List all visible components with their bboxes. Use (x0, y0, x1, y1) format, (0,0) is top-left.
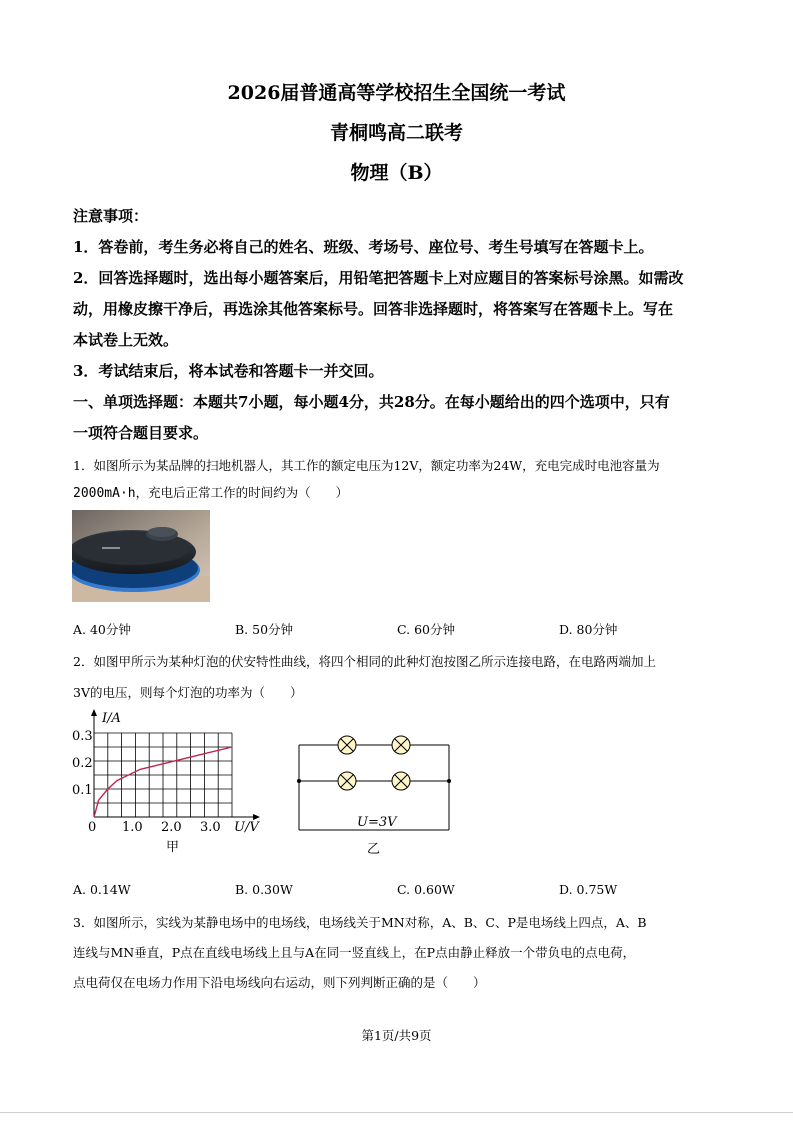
question-2-line-1: 2．如图甲所示为某种灯泡的伏安特性曲线，将四个相同的此种灯泡按图乙所示连接电路，在电路两端加上 (73, 654, 656, 669)
lamp-icon (338, 736, 356, 754)
y-axis-arrow (91, 709, 97, 716)
x-tick-2.0: 2.0 (161, 820, 182, 835)
lamp-icon (392, 736, 410, 754)
q1-option-b[interactable]: B. 50分钟 (235, 622, 294, 637)
x-axis-label: U/V (234, 820, 259, 835)
q2-option-c[interactable]: C. 0.60W (397, 882, 455, 897)
notice-item-1: 1．答卷前，考生务必将自己的姓名、班级、考场号、座位号、考生号填写在答题卡上。 (73, 238, 654, 256)
notice-item-2-line-2: 动，用橡皮擦干净后，再选涂其他答案标号。回答非选择题时，将答案写在答题卡上。写在 (73, 300, 674, 318)
y-tick-0.2: 0.2 (72, 756, 93, 771)
junction-left (297, 779, 301, 783)
iv-curve-graph (70, 705, 270, 860)
q1-option-c[interactable]: C. 60分钟 (397, 622, 455, 637)
exam-subtitle: 青桐鸣高二联考 (329, 122, 463, 144)
q2-option-b[interactable]: B. 0.30W (235, 882, 293, 897)
voltage-label: U=3V (357, 815, 397, 830)
exam-title: 2026届普通高等学校招生全国统一考试 (227, 82, 566, 104)
question-3-line-2: 连线与MN垂直，P点在直线电场线上且与A在同一竖直线上，在P点由静止释放一个带负电的点电荷， (73, 945, 636, 960)
q1-option-d[interactable]: D. 80分钟 (559, 622, 618, 637)
notice-item-2-line-1: 2．回答选择题时，选出每小题答案后，用铅笔把答题卡上对应题目的答案标号涂黑。如需改 (73, 269, 684, 287)
battery-capacity: 2000mA·h (73, 486, 136, 501)
circuit-caption: 乙 (367, 842, 381, 857)
page-number: 第1页/共9页 (361, 1028, 432, 1043)
question-1-rest: ，充电后正常工作的时间约为（ ） (135, 485, 349, 500)
notice-item-3: 3．考试结束后，将本试卷和答题卡一并交回。 (73, 362, 384, 380)
graph-caption: 甲 (166, 840, 180, 855)
x-tick-1.0: 1.0 (122, 820, 143, 835)
junction-right (447, 779, 451, 783)
notice-heading: 注意事项： (73, 207, 149, 225)
question-1-line-2 (73, 483, 733, 501)
question-2-line-2: 3V的电压，则每个灯泡的功率为（ ） (73, 685, 303, 700)
lamp-icon (338, 772, 356, 790)
section-heading-line-2: 一项符合题目要求。 (73, 424, 209, 442)
q2-option-d[interactable]: D. 0.75W (559, 882, 618, 897)
notice-item-2-line-3: 本试卷上无效。 (73, 331, 179, 349)
question-3-line-1: 3．如图所示，实线为某静电场中的电场线，电场线关于MN对称，A、B、C、P是电场线上四点，A、B (73, 915, 647, 930)
x-tick-3.0: 3.0 (200, 820, 221, 835)
y-tick-0.1: 0.1 (72, 783, 93, 798)
q1-option-a[interactable]: A. 40分钟 (73, 622, 131, 637)
y-tick-0.3: 0.3 (72, 729, 93, 744)
question-3-line-3: 点电荷仅在电场力作用下沿电场线向右运动，则下列判断正确的是（ ） (73, 975, 486, 990)
subject-title: 物理（B） (350, 162, 443, 184)
robot-vacuum-image (72, 510, 210, 602)
circuit-diagram (290, 725, 460, 865)
section-heading-line-1: 一、单项选择题：本题共7小题，每小题4分，共28分。在每小题给出的四个选项中，只有 (73, 393, 670, 411)
lamp-icon (392, 772, 410, 790)
y-axis-label: I/A (102, 711, 121, 726)
q2-option-a[interactable]: A. 0.14W (73, 882, 131, 897)
question-1-line-1: 1．如图所示为某品牌的扫地机器人，其工作的额定电压为12V，额定功率为24W，充电完成时电池容量为 (73, 458, 660, 473)
page-divider (0, 1112, 793, 1113)
x-tick-0: 0 (88, 820, 97, 835)
